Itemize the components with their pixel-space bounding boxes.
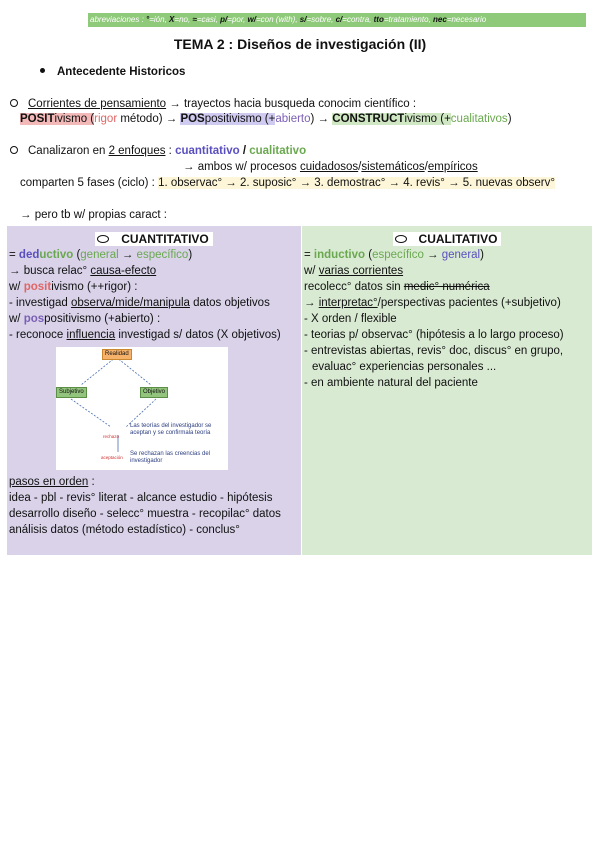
abbr-value: =ión: [149, 15, 165, 24]
cuidadosos-word: cuidadosos: [299, 161, 359, 173]
cuali-line-6: - teorias p/ observac° (hipótesis a lo largo proceso): [304, 329, 564, 341]
cuantitativo-heading-text: CUANTITATIVO: [121, 232, 209, 246]
enfoques-colon: :: [165, 145, 176, 157]
causa-efecto: causa-efecto: [90, 265, 157, 277]
realidad-box: Realidad: [102, 349, 132, 360]
interpretac-word: interpretac°: [318, 297, 378, 309]
pasos-line-3: análisis datos (método estadístico) - conclus°: [9, 524, 240, 536]
section-heading: [40, 66, 185, 78]
circle-bullet-icon: [10, 99, 18, 107]
corrientes-detail-line: [20, 113, 512, 125]
paren: (: [73, 249, 81, 261]
cuantitativo-word: cuantitativo: [175, 145, 240, 157]
cuali-line-9: - en ambiente natural del paciente: [304, 377, 478, 389]
close2: ): [507, 113, 512, 125]
corrientes-line: [10, 98, 416, 110]
cuali-line-8: evaluac° experiencias personales ...: [312, 361, 497, 373]
cuanti-line-4: [9, 295, 301, 311]
cuanti-line-6: [9, 327, 301, 343]
general-word: general: [80, 249, 119, 261]
abbr-value: =sobre: [306, 15, 332, 24]
circle-bullet-icon: [395, 235, 407, 243]
abbr-key: p/: [220, 15, 228, 24]
metodo-text: método) →: [117, 113, 181, 125]
cuali-line-4: [304, 295, 592, 311]
research-diagram: [56, 347, 228, 470]
abbr-value: =necesario: [446, 15, 487, 24]
abbr-value: =contra: [342, 15, 370, 24]
abbr-value: =con (with): [255, 15, 296, 24]
l5-prefix: w/: [9, 313, 24, 325]
page-title: TEMA 2 : Diseños de investigación (II): [173, 36, 427, 52]
bullet-dot-icon: [40, 68, 45, 73]
cuantitativo-heading: [7, 232, 301, 246]
pasos-line-2: desarrollo diseño - selecc° muestra - recopilac° datos: [9, 508, 281, 520]
l5-rest: positivismo (+abierto) :: [44, 313, 161, 325]
l1-prefix: =: [304, 249, 314, 261]
uctivo-word: uctivo: [39, 249, 74, 261]
arrow: →: [118, 249, 137, 261]
l1-prefix: =: [9, 249, 19, 261]
corrientes-label: Corrientes de pensamiento: [28, 98, 167, 110]
influencia-word: influencia: [66, 329, 116, 341]
cuali-line-2: [304, 263, 592, 279]
cuanti-line-5: [9, 311, 301, 327]
circle-bullet-icon: [10, 146, 18, 154]
pos-word: pos: [23, 313, 45, 325]
l3-rest: ivismo (++rigor) :: [51, 281, 138, 293]
abbr-key: c/: [335, 15, 343, 24]
construct-bold: CONSTRUCT: [332, 113, 405, 125]
l4-prefix: - investigad: [9, 297, 72, 309]
abbr-value: =casi: [196, 15, 216, 24]
uctivo-word: uctivo: [331, 249, 366, 261]
circle-bullet-icon: [97, 235, 109, 243]
l3-prefix: w/: [9, 281, 24, 293]
medic-numerica-struck: medic° numérica: [403, 281, 490, 293]
objetivo-box: Objetivo: [140, 387, 168, 398]
observa-mide-manipula: observa/mide/manipula: [71, 297, 190, 309]
cualitativo-heading: [302, 232, 592, 246]
cuali-line-7: - entrevistas abiertas, revis° doc, discus° en grupo,: [304, 345, 564, 357]
l6-rest: investigad s/ datos (X objetivos): [115, 329, 281, 341]
l2-prefix: w/: [304, 265, 319, 277]
fases-list: 1. observac° → 2. suposic° → 3. demostrac° → 4. revis° → 5. nuevas observ°: [158, 177, 555, 189]
section-heading-text: Antecedente Historicos: [57, 66, 186, 78]
general-word: general: [441, 249, 481, 261]
propias-line: → pero tb w/ propias caract :: [20, 209, 168, 221]
especifico-word: específico: [136, 249, 189, 261]
ambos-prefix: → ambos w/ procesos: [183, 161, 300, 173]
abbr-value: =por: [227, 15, 244, 24]
arrow: →: [423, 249, 442, 261]
sistematicos-word: sistemáticos: [361, 161, 425, 173]
construct-rest: ivismo (+: [404, 113, 451, 125]
cuali-line-5: - X orden / flexible: [304, 313, 397, 325]
cualitativo-heading-text: CUALITATIVO: [418, 232, 498, 246]
enfoques-slash: /: [239, 145, 250, 157]
cuali-line-3: [304, 279, 592, 295]
enfoques-prefix: Canalizaron en: [28, 145, 109, 157]
empiricos-word: empíricos: [427, 161, 478, 173]
corrientes-rest: → trayectos hacia busqueda conocim científico :: [166, 98, 417, 110]
subjetivo-box: Subjetivo: [56, 387, 87, 398]
abbr-key: tto: [373, 15, 384, 24]
close1: ) →: [310, 113, 333, 125]
abbr-key: ≈: [192, 15, 197, 24]
paren: (: [365, 249, 373, 261]
l2-prefix: → busca relac°: [9, 265, 91, 277]
ded-word: ded: [18, 249, 40, 261]
abbr-key: X: [169, 15, 175, 24]
cuantitativo-column: [7, 226, 301, 555]
arrow-subjetivo-down: [71, 399, 111, 427]
abbr-key: w/: [247, 15, 256, 24]
rigor-word: rigor: [94, 113, 118, 125]
cuanti-line-2: [9, 263, 301, 279]
ind-word: ind: [313, 249, 332, 261]
aceptacion-label: aceptación: [101, 455, 123, 460]
diagram-text-1: Las teorías del investigador se aceptan y se confirmala teoría: [130, 423, 212, 436]
paren: ): [480, 249, 484, 261]
enfoques-line: [10, 145, 306, 157]
paren: ): [188, 249, 193, 261]
abierto-word: abierto: [275, 113, 311, 125]
abbreviations-label: abreviaciones :: [90, 15, 147, 24]
pasos-colon: :: [88, 476, 95, 488]
pos-rest: positivismo (+: [204, 113, 276, 125]
posit-rest: ivismo (: [54, 113, 95, 125]
cualitativo-column: [302, 226, 592, 555]
arrow-realidad-subjetivo: [81, 357, 116, 385]
cualitativo-word: cualitativo: [249, 145, 307, 157]
posit-bold: POSIT: [20, 113, 55, 125]
arrow: →: [304, 297, 319, 309]
pasos-label: pasos en orden: [9, 476, 89, 488]
arrow-realidad-objetivo: [116, 357, 151, 385]
abbr-key: nec: [433, 15, 447, 24]
pasos-heading: [9, 474, 301, 490]
posit-word: posit: [23, 281, 52, 293]
ambos-line: → ambos w/ procesos cuidadosos/sistemáticos/empíricos: [183, 161, 478, 173]
cuanti-line-3: [9, 279, 301, 295]
fases-line: [20, 177, 555, 189]
cuanti-line-1: [9, 247, 301, 263]
abbr-value: =no: [174, 15, 188, 24]
abbr-key: °: [146, 15, 150, 24]
l3-prefix: recolecc° datos sin: [304, 281, 404, 293]
pos-bold: POS: [180, 113, 205, 125]
rechazo-label: rechazo: [103, 434, 120, 439]
abbr-key: s/: [299, 15, 307, 24]
cualitativos-word: cualitativos: [450, 113, 508, 125]
l4-rest: datos objetivos: [189, 297, 270, 309]
varias-corrientes: varias corrientes: [318, 265, 404, 277]
abbr-value: =tratamiento: [383, 15, 429, 24]
diagram-text-2: Se rechazan las creencias del investigador: [130, 451, 211, 464]
pasos-line-1: idea - pbl - revis° literat - alcance estudio - hipótesis: [9, 492, 273, 504]
l6-prefix: - reconoce: [9, 329, 67, 341]
dos-enfoques: 2 enfoques: [108, 145, 166, 157]
abbreviations-bar: abreviaciones : °=ión, X=no, ≈=casi, p/=por, w/=con (with), s/=sobre, c/=contra, tto=tratamiento, nec=necesario: [88, 13, 586, 27]
fases-prefix: comparten 5 fases (ciclo) :: [20, 177, 159, 189]
especifico-word: específico: [372, 249, 424, 261]
cuali-line-1: [304, 247, 592, 263]
l4-rest: /perspectivas pacientes (+subjetivo): [377, 297, 561, 309]
